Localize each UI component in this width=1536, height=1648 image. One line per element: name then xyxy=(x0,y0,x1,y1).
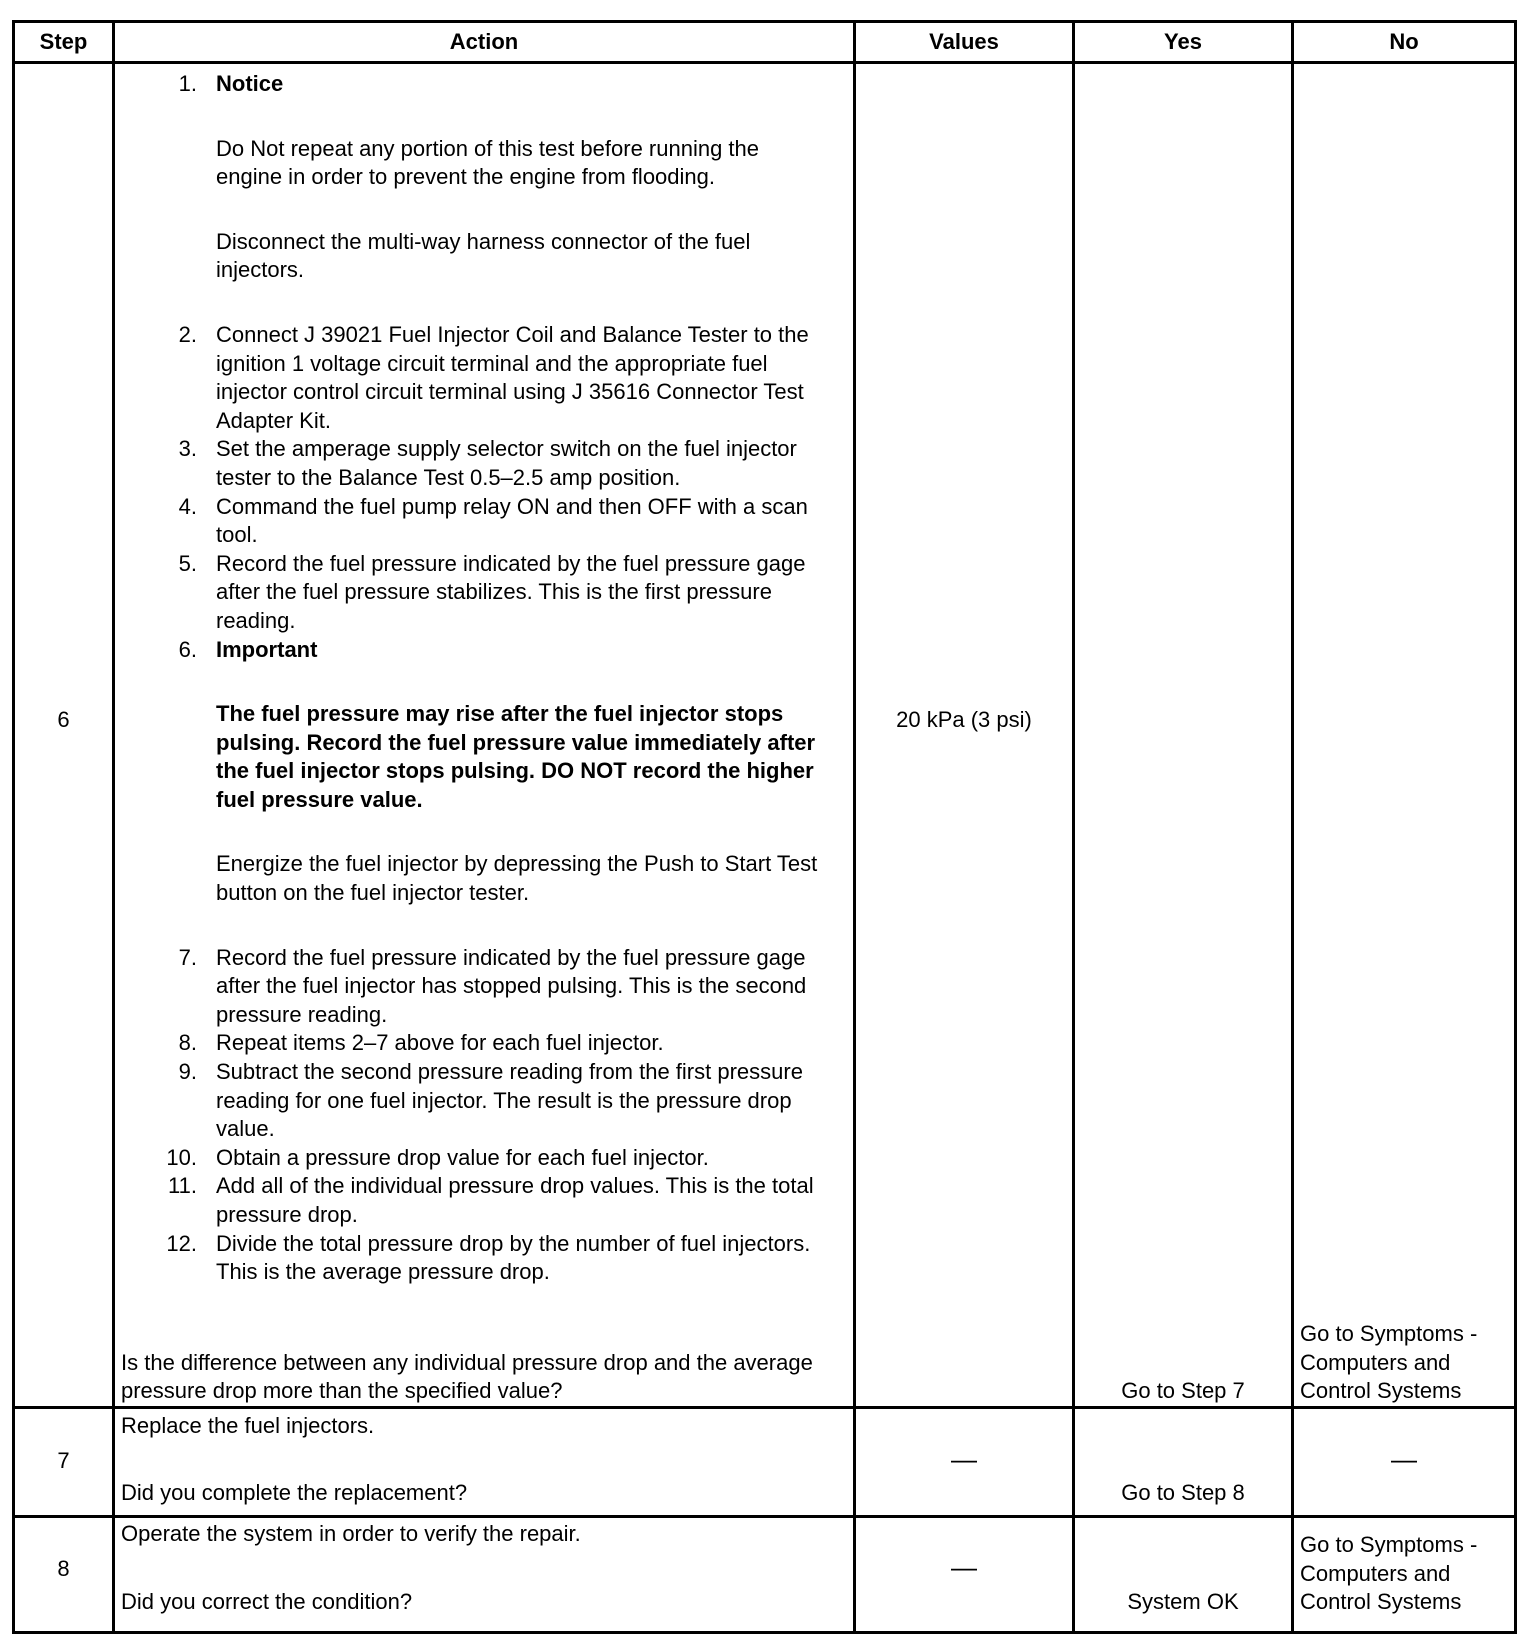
row-divider xyxy=(15,1406,1514,1409)
action-step-11: 11. Add all of the individual pressure drop values. This is the total pressure drop. xyxy=(167,1172,819,1229)
step-instruction: Record the fuel pressure indicated by the fuel pressure gage after the fuel pressure stabilizes. This is the first pressure reading. xyxy=(216,550,806,633)
spec-value: — xyxy=(951,1444,977,1474)
important-title: Important xyxy=(216,636,318,662)
action-step-2: 2. Connect J 39021 Fuel Injector Coil and Balance Tester to the ignition 1 voltage circuit terminal and the appropriate fuel injector control circuit terminal using J 35616 Connector Test Adapter Kit. xyxy=(167,321,819,435)
notice-text: Do Not repeat any portion of this test before running the engine in order to prevent the engine from flooding. xyxy=(216,135,759,190)
step-instruction: Obtain a pressure drop value for each fuel injector. xyxy=(216,1144,709,1170)
action-cell xyxy=(115,64,853,1406)
action-step-12: 12. Divide the total pressure drop by the number of fuel injectors. This is the average pressure drop. xyxy=(167,1230,819,1287)
no-result: Go to Symptoms - Computers and Control Systems xyxy=(1300,1532,1478,1615)
diagnostic-table xyxy=(12,20,1517,1634)
yes-result: Go to Step 8 xyxy=(1121,1480,1245,1505)
step-instruction: Repeat items 2–7 above for each fuel injector. xyxy=(216,1030,664,1056)
header-step: Step xyxy=(39,29,88,54)
important-text: The fuel pressure may rise after the fuel injector stops pulsing. Record the fuel pressure value immediately after the fuel injector stops pulsing. DO NOT record the higher fuel pressure value. xyxy=(216,701,816,812)
step-instruction: Subtract the second pressure reading from the first pressure reading for one fuel injector. The result is the pressure drop value. xyxy=(216,1059,803,1142)
header-action: Action xyxy=(449,29,519,54)
step-instruction: Divide the total pressure drop by the number of fuel injectors. This is the average pressure drop. xyxy=(216,1230,811,1285)
decision-question: Did you correct the condition? xyxy=(121,1589,413,1614)
step-instruction: Record the fuel pressure indicated by the fuel pressure gage after the fuel injector has stopped pulsing. This is the second pressure reading. xyxy=(216,944,807,1027)
yes-result: Go to Step 7 xyxy=(1121,1378,1245,1403)
action-step-1: 1. Notice Do Not repeat any portion of this test before running the engine in order to prevent the engine from flooding. Disconnect the multi-way harness connector of the fuel injectors. xyxy=(167,70,819,321)
action-step-10: 10. Obtain a pressure drop value for each fuel injector. xyxy=(167,1144,819,1173)
decision-question: Did you complete the replacement? xyxy=(121,1480,468,1505)
step-number: 6 xyxy=(57,707,70,732)
header-no: No xyxy=(1389,29,1419,54)
row-divider xyxy=(15,1515,1514,1518)
step-instruction: Add all of the individual pressure drop values. This is the total pressure drop. xyxy=(216,1173,814,1227)
step-instruction: Disconnect the multi-way harness connector of the fuel injectors. xyxy=(216,228,751,283)
step-number: 8 xyxy=(57,1556,70,1581)
header-yes: Yes xyxy=(1164,29,1202,54)
step-instruction: Set the amperage supply selector switch on the fuel injector tester to the Balance Test 0.5–2.5 amp position. xyxy=(216,436,797,490)
action-step-3: 3. Set the amperage supply selector switch on the fuel injector tester to the Balance Test 0.5–2.5 amp position. xyxy=(167,435,819,492)
step-instruction: Connect J 39021 Fuel Injector Coil and Balance Tester to the ignition 1 voltage circuit terminal and the appropriate fuel injector control circuit terminal using J 35616 Connector Test Adapter Kit. xyxy=(216,321,809,433)
action-step-9: 9. Subtract the second pressure reading from the first pressure reading for one fuel injector. The result is the pressure drop value. xyxy=(167,1058,819,1144)
header-values: Values xyxy=(929,29,999,54)
yes-result: System OK xyxy=(1127,1589,1239,1614)
step-number: 7 xyxy=(57,1448,70,1473)
spec-value: 20 kPa (3 psi) xyxy=(896,707,1032,732)
action-step-5: 5. Record the fuel pressure indicated by the fuel pressure gage after the fuel pressure stabilizes. This is the first pressure reading. xyxy=(167,550,819,636)
action-steps-list xyxy=(167,70,819,1287)
no-result: Go to Symptoms - Computers and Control Systems xyxy=(1300,1321,1478,1404)
decision-question: Is the difference between any individual pressure drop and the average pressure drop more than the specified value? xyxy=(121,1349,813,1404)
spec-value: — xyxy=(951,1552,977,1582)
action-step-4: 4. Command the fuel pump relay ON and then OFF with a scan tool. xyxy=(167,493,819,550)
action-instruction: Operate the system in order to verify the repair. xyxy=(121,1521,581,1546)
step-instruction: Energize the fuel injector by depressing the Push to Start Test button on the fuel injector tester. xyxy=(216,851,818,906)
action-step-8: 8. Repeat items 2–7 above for each fuel injector. xyxy=(167,1029,819,1058)
action-step-7: 7. Record the fuel pressure indicated by the fuel pressure gage after the fuel injector has stopped pulsing. This is the second pressure reading. xyxy=(167,944,819,1030)
step-instruction: Command the fuel pump relay ON and then OFF with a scan tool. xyxy=(216,493,808,548)
action-step-6: 6. Important The fuel pressure may rise after the fuel injector stops pulsing. Record the fuel pressure value immediately after the fuel injector stops pulsing. DO NOT record the higher fuel pressure value. Energize the fuel injector by depressing the Push to Start Test button on the fuel injector tester. xyxy=(167,636,819,944)
action-instruction: Replace the fuel injectors. xyxy=(121,1413,375,1438)
no-result: — xyxy=(1391,1444,1417,1474)
notice-title: Notice xyxy=(216,71,284,96)
